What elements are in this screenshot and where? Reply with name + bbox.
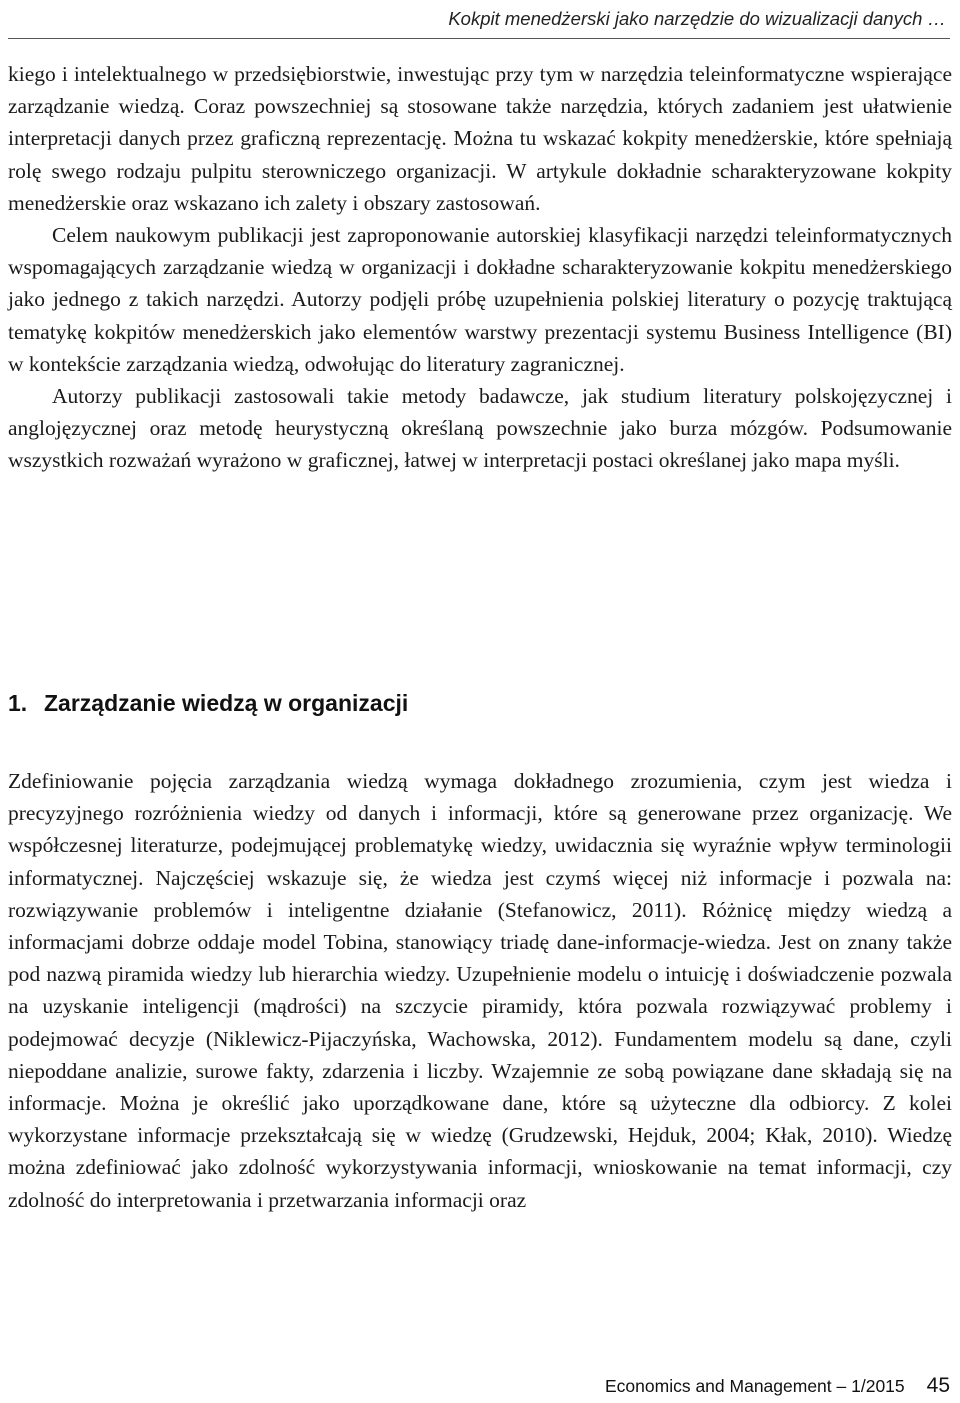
intro-paragraph-2: Celem naukowym publikacji jest zaproponowanie autorskiej klasyfikacji narzędzi teleinformatycznych wspomagających zarządzanie wiedzą w organizacji i dokładne scharakteryzowanie kokpitu menedżerskiego jako jednego z takich narzędzi. Autorzy podjęli próbę uzupełnienia polskiej literatury o pozycję traktującą tematykę kokpitów menedżerskich jako elementów warstwy prezentacji systemu Business Intelligence (BI) w kontekście zarządzania wiedzą, odwołując do literatury zagranicznej.: [8, 223, 952, 376]
intro-paragraph-3: Autorzy publikacji zastosowali takie metody badawcze, jak studium literatury polskojęzycznej i anglojęzycznej oraz metodę heurystyczną określaną powszechnie jako burza mózgów. Podsumowanie wszystkich rozważań wyrażono w graficznej, łatwej w interpretacji postaci określanej jako mapa myśli.: [8, 384, 952, 473]
header-divider: [8, 38, 950, 39]
section-paragraph: Zdefiniowanie pojęcia zarządzania wiedzą wymaga dokładnego zrozumienia, czym jest wiedza i precyzyjnego rozróżnienia wiedzy od danych i informacji, które są generowane przez organizację. We współczesnej literaturze, podejmującej problematykę wiedzy, uwidacznia się wyraźnie wpływ terminologii informatycznej. Najczęściej wskazuje się, że wiedza jest czymś więcej niż informacje i pozwala na: rozwiązywanie problemów i inteligentne działanie (Stefanowicz, 2011). Różnicę między wiedzą a informacjami dobrze oddaje model Tobina, stanowiący triadę dane-informacje-wiedza. Jest on znany także pod nazwą piramida wiedzy lub hierarchia wiedzy. Uzupełnienie modelu o intuicję i doświadczenie pozwala na uzyskanie inteligencji (mądrości) na szczycie piramidy, która pozwala rozwiązywać problemy i podejmować decyzje (Niklewicz-Pijaczyńska, Wachowska, 2012). Fundamentem modelu są dane, czyli niepoddane analizie, surowe fakty, zdarzenia i liczby. Wzajemnie ze sobą powiązane dane składają się na informacje. Można je określić jako uporządkowane dane, które są użyteczne dla odbiorcy. Z kolei wykorzystane informacje przekształcają się w wiedzę (Grudzewski, Hejduk, 2004; Kłak, 2010). Wiedzę można zdefiniować jako zdolność wykorzystywania informacji, wnioskowanie na temat informacji, czy zdolność do interpretowania i przetwarzania informacji oraz: [8, 769, 952, 1212]
intro-paragraph-1: kiego i intelektualnego w przedsiębiorstwie, inwestując przy tym w narzędzia teleinformatyczne wspierające zarządzanie wiedzą. Coraz powszechniej są stosowane także narzędzia, których zadaniem jest ułatwienie interpretacji danych przez graficzną reprezentację. Można tu wskazać kokpity menedżerskie, które spełniają rolę swego rodzaju pulpitu sterowniczego organizacji. W artykule dokładnie scharakteryzowane kokpity menedżerskie oraz wskazano ich zalety i obszary zastosowań.: [8, 62, 952, 215]
section-title: Zarządzanie wiedzą w organizacji: [44, 690, 409, 716]
page-number: 45: [926, 1374, 950, 1397]
running-header: Kokpit menedżerski jako narzędzie do wizualizacji danych …: [448, 8, 946, 29]
section-heading: [8, 690, 408, 717]
intro-text: [8, 58, 952, 477]
section-number: 1.: [8, 690, 28, 716]
section-body: [8, 765, 952, 1216]
page-footer: [605, 1374, 950, 1398]
journal-name: Economics and Management – 1/2015: [605, 1376, 905, 1396]
